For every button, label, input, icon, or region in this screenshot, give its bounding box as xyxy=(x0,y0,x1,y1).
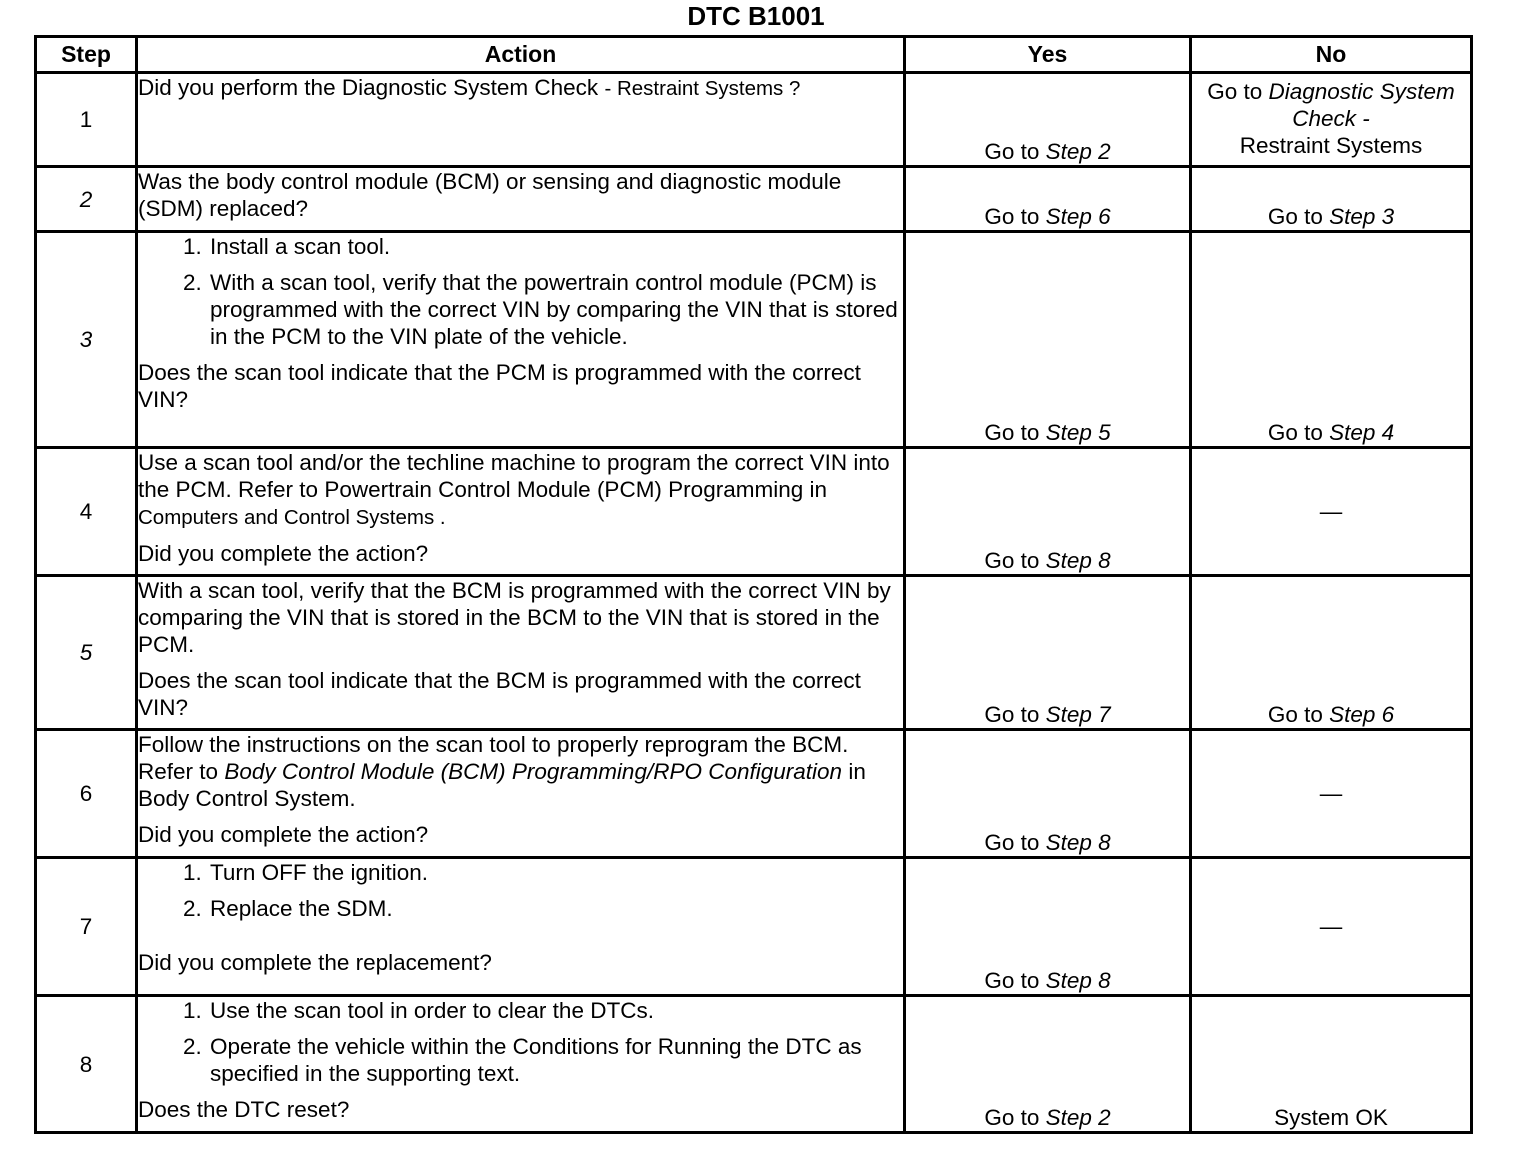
yes-prefix: Go to xyxy=(984,702,1040,727)
no-cell xyxy=(1191,576,1472,730)
action-cell xyxy=(137,232,905,448)
table-row xyxy=(36,167,1472,232)
table-row xyxy=(36,730,1472,858)
step-number: 2 xyxy=(36,167,137,232)
table-row xyxy=(36,232,1472,448)
table-row xyxy=(36,996,1472,1133)
action-question: Did you complete the replacement? xyxy=(138,950,492,975)
yes-cell xyxy=(905,996,1191,1133)
no-cell: — xyxy=(1191,858,1472,996)
no-prefix: Go to xyxy=(1267,702,1323,727)
table-row xyxy=(36,858,1472,996)
step-number: 6 xyxy=(36,730,137,858)
no-prefix: Go to xyxy=(1267,420,1323,445)
table-row xyxy=(36,448,1472,576)
action-cell xyxy=(137,576,905,730)
no-reference-link[interactable]: Diagnostic System Check - xyxy=(1268,79,1455,131)
action-text: Was the body control module (BCM) or sensing and diagnostic module (SDM) replaced? xyxy=(138,169,842,221)
yes-step-link[interactable]: Step 5 xyxy=(1045,420,1111,445)
list-item: 2. Replace the SDM. xyxy=(208,895,903,922)
action-text: Follow the instructions on the scan tool to properly reprogram the BCM. Refer to xyxy=(138,732,849,784)
yes-step-link[interactable]: Step 8 xyxy=(1045,830,1111,855)
yes-prefix: Go to xyxy=(984,420,1040,445)
yes-step-link[interactable]: Step 8 xyxy=(1045,968,1111,993)
step-number: 7 xyxy=(36,858,137,996)
yes-cell xyxy=(905,73,1191,167)
action-list xyxy=(138,233,903,350)
yes-prefix: Go to xyxy=(984,204,1040,229)
header-yes: Yes xyxy=(905,37,1191,73)
action-cell xyxy=(137,996,905,1133)
yes-step-link[interactable]: Step 2 xyxy=(1045,1105,1111,1130)
no-cell: — xyxy=(1191,730,1472,858)
yes-cell xyxy=(905,167,1191,232)
action-text: With a scan tool, verify that the BCM is programmed with the correct VIN by comparing the VIN that is stored in the BCM to the VIN that is stored in the PCM. xyxy=(138,578,891,657)
no-prefix: Go to xyxy=(1207,79,1263,104)
no-cell xyxy=(1191,232,1472,448)
yes-prefix: Go to xyxy=(984,830,1040,855)
yes-cell xyxy=(905,232,1191,448)
action-reference: - Restraint Systems ? xyxy=(604,77,801,100)
table-row xyxy=(36,576,1472,730)
no-cell: System OK xyxy=(1191,996,1472,1133)
list-item: 1. Use the scan tool in order to clear the DTCs. xyxy=(208,997,903,1024)
yes-step-link[interactable]: Step 2 xyxy=(1045,139,1111,164)
no-step-link[interactable]: Step 4 xyxy=(1329,420,1395,445)
action-cell xyxy=(137,448,905,576)
header-no: No xyxy=(1191,37,1472,73)
header-action: Action xyxy=(137,37,905,73)
action-text: Did you perform the Diagnostic System Check xyxy=(138,75,599,100)
action-cell xyxy=(137,73,905,167)
list-item: 1. Install a scan tool. xyxy=(208,233,903,260)
step-number: 8 xyxy=(36,996,137,1133)
action-question: Did you complete the action? xyxy=(138,822,429,847)
list-item: 1. Turn OFF the ignition. xyxy=(208,859,903,886)
action-reference[interactable]: Body Control Module (BCM) Programming/RPO Configuration xyxy=(224,759,843,784)
action-text: Use a scan tool and/or the techline machine to program the correct VIN into the PCM. Refer to Powertrain Control Module (PCM) Programming in xyxy=(138,450,890,502)
header-step: Step xyxy=(36,37,137,73)
no-step-link[interactable]: Step 3 xyxy=(1329,204,1395,229)
no-cell xyxy=(1191,167,1472,232)
no-suffix: Restraint Systems xyxy=(1239,133,1423,158)
no-cell: — xyxy=(1191,448,1472,576)
action-reference: Computers and Control Systems . xyxy=(138,506,446,529)
list-item: 2. Operate the vehicle within the Conditions for Running the DTC as specified in the supporting text. xyxy=(208,1033,903,1087)
page-title: DTC B1001 xyxy=(687,1,825,31)
no-step-link[interactable]: Step 6 xyxy=(1329,702,1395,727)
step-number: 3 xyxy=(36,232,137,448)
action-question: Does the DTC reset? xyxy=(138,1097,350,1122)
action-cell xyxy=(137,167,905,232)
action-cell xyxy=(137,730,905,858)
table-row xyxy=(36,73,1472,167)
no-prefix: Go to xyxy=(1267,204,1323,229)
action-cell xyxy=(137,858,905,996)
diagnostic-table xyxy=(34,35,1473,1134)
no-cell xyxy=(1191,73,1472,167)
header-row xyxy=(36,37,1472,73)
action-question: Does the scan tool indicate that the PCM is programmed with the correct VIN? xyxy=(138,360,861,412)
action-question: Does the scan tool indicate that the BCM is programmed with the correct VIN? xyxy=(138,668,861,720)
yes-cell xyxy=(905,576,1191,730)
yes-prefix: Go to xyxy=(984,968,1040,993)
yes-prefix: Go to xyxy=(984,1105,1040,1130)
step-number: 5 xyxy=(36,576,137,730)
action-list xyxy=(138,859,903,922)
step-number: 1 xyxy=(36,73,137,167)
yes-step-link[interactable]: Step 8 xyxy=(1045,548,1111,573)
yes-prefix: Go to xyxy=(984,548,1040,573)
action-question: Did you complete the action? xyxy=(138,541,429,566)
action-suffix: in Body Control System. xyxy=(138,759,866,811)
step-number: 4 xyxy=(36,448,137,576)
yes-prefix: Go to xyxy=(984,139,1040,164)
yes-cell xyxy=(905,730,1191,858)
yes-cell xyxy=(905,448,1191,576)
action-list xyxy=(138,997,903,1087)
yes-step-link[interactable]: Step 7 xyxy=(1045,702,1111,727)
yes-step-link[interactable]: Step 6 xyxy=(1045,204,1111,229)
yes-cell xyxy=(905,858,1191,996)
list-item: 2. With a scan tool, verify that the powertrain control module (PCM) is programmed with the correct VIN by comparing the VIN that is stored in the PCM to the VIN plate of the vehicle. xyxy=(208,269,903,350)
